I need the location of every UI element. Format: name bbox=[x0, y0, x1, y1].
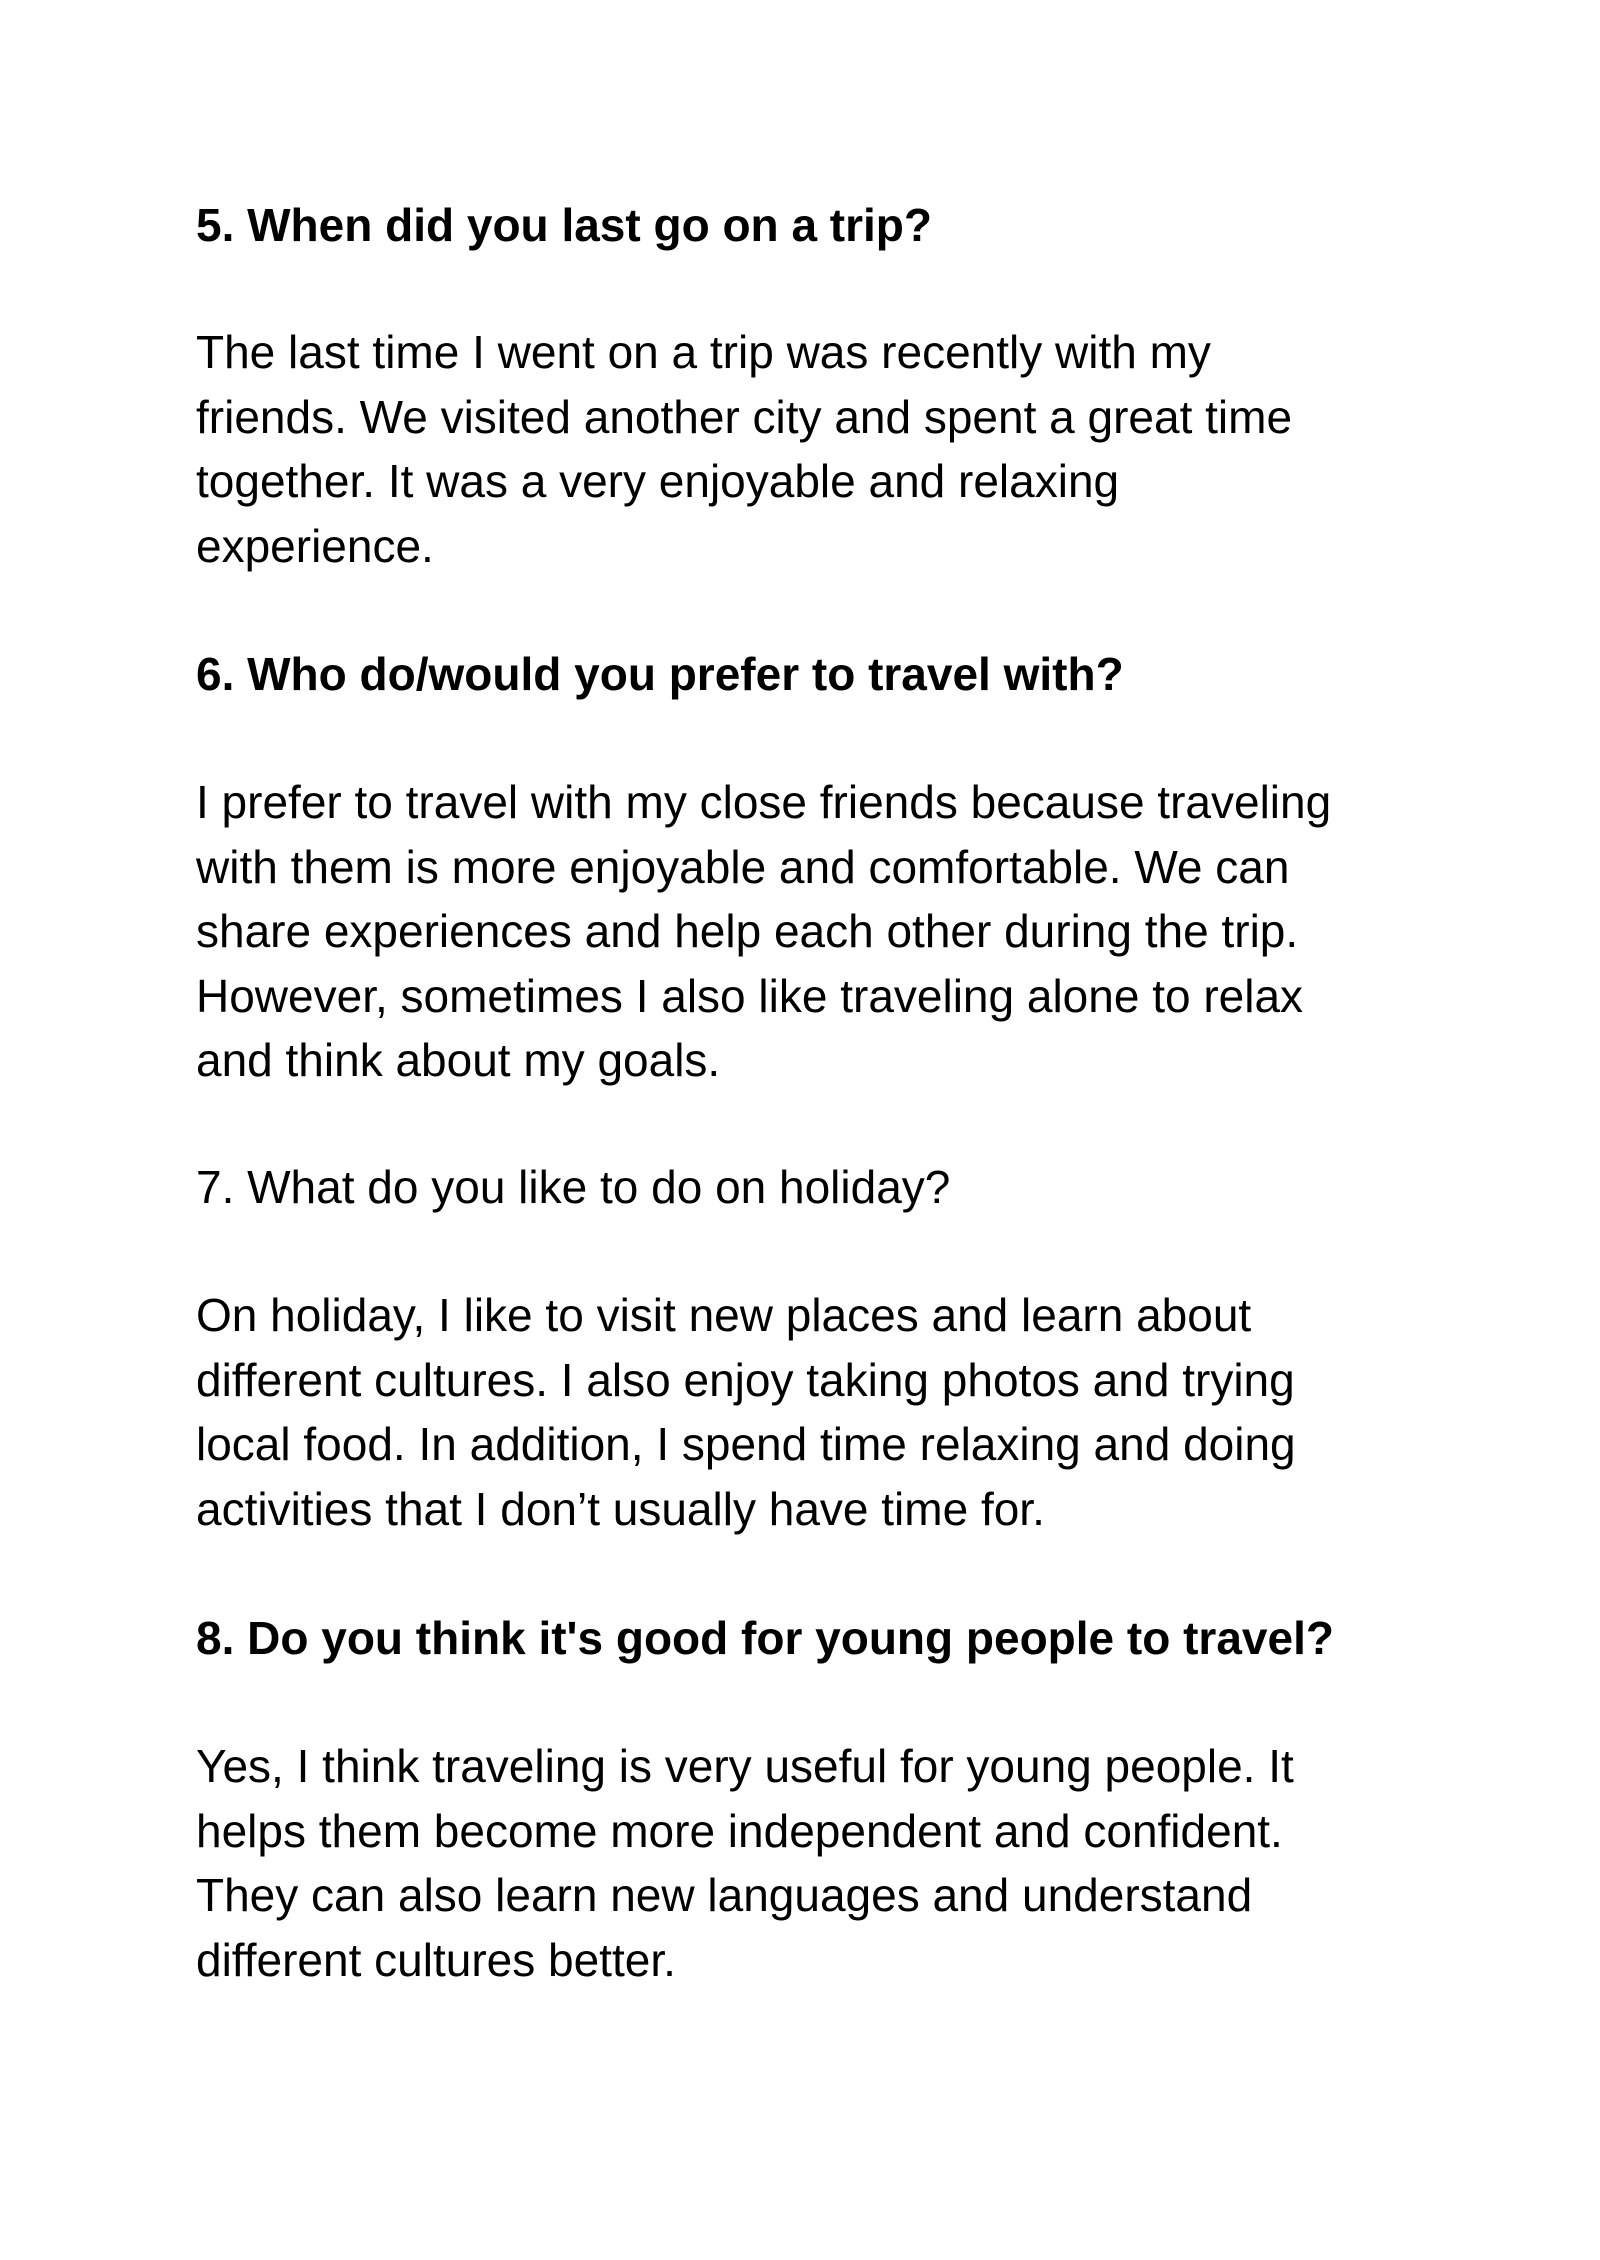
question-6-heading: 6. Who do/would you prefer to travel with? bbox=[196, 648, 1124, 700]
answer-8-line-2: helps them become more independent and confident. bbox=[196, 1804, 1283, 1857]
answer-6-line-4: However, sometimes I also like traveling alone to relax bbox=[196, 969, 1304, 1022]
answer-5-line-4: experience. bbox=[196, 519, 434, 572]
answer-8-line-1: Yes, I think traveling is very useful for young people. It bbox=[196, 1740, 1294, 1792]
answer-6-line-2: with them is more enjoyable and comfortable. We can bbox=[196, 840, 1290, 893]
question-7-heading: 7. What do you like to do on holiday? bbox=[196, 1161, 951, 1213]
answer-8-paragraph bbox=[196, 1734, 1446, 1992]
answer-8-line-4: different cultures better. bbox=[196, 1933, 676, 1986]
answer-5-line-3: together. It was a very enjoyable and relaxing bbox=[196, 455, 1120, 507]
answer-7-paragraph bbox=[196, 1283, 1446, 1541]
answer-6-line-1: I prefer to travel with my close friends because traveling bbox=[196, 776, 1332, 828]
question-5-heading: 5. When did you last go on a trip? bbox=[196, 199, 932, 251]
answer-5-paragraph bbox=[196, 320, 1446, 578]
answer-6-line-3: share experiences and help each other during the trip. bbox=[196, 905, 1299, 957]
answer-7-line-1: On holiday, I like to visit new places and learn about bbox=[196, 1289, 1252, 1341]
question-8-heading: 8. Do you think it's good for young people to travel? bbox=[196, 1612, 1334, 1664]
answer-6-paragraph bbox=[196, 770, 1446, 1093]
answer-7-line-2: different cultures. I also enjoy taking photos and trying bbox=[196, 1353, 1295, 1406]
answer-8-line-3: They can also learn new languages and understand bbox=[196, 1869, 1253, 1921]
answer-5-line-1: The last time I went on a trip was recently with my bbox=[196, 326, 1211, 378]
answer-7-line-4: activities that I don’t usually have time for. bbox=[196, 1482, 1045, 1535]
answer-5-line-2: friends. We visited another city and spent a great time bbox=[196, 390, 1293, 443]
answer-6-line-5: and think about my goals. bbox=[196, 1034, 721, 1086]
answer-7-line-3: local food. In addition, I spend time relaxing and doing bbox=[196, 1418, 1296, 1470]
